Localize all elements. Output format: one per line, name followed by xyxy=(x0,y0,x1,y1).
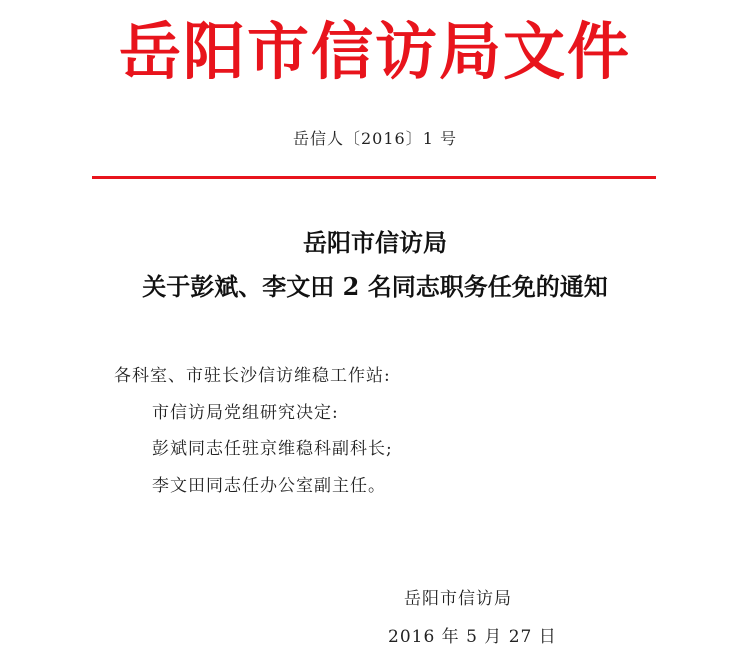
notice-title-line-1: 岳阳市信访局 xyxy=(303,228,447,257)
document-masthead: 岳阳市信访局文件 xyxy=(118,15,631,88)
salutation: 各科室、市驻长沙信访维稳工作站: xyxy=(114,366,391,386)
issuer-signature: 岳阳市信访局 xyxy=(404,589,512,609)
document-number: 岳信人〔2016〕1 号 xyxy=(293,129,457,148)
body-paragraph: 彭斌同志任驻京维稳科副科长; xyxy=(152,439,393,459)
body-paragraph: 市信访局党组研究决定: xyxy=(152,403,339,423)
body-paragraph: 李文田同志任办公室副主任。 xyxy=(152,476,386,496)
issue-date: 2016 年 5 月 27 日 xyxy=(388,627,557,647)
notice-title-line-2: 关于彭斌、李文田 2 名同志职务任免的通知 xyxy=(142,272,608,301)
red-divider-line xyxy=(92,176,656,179)
